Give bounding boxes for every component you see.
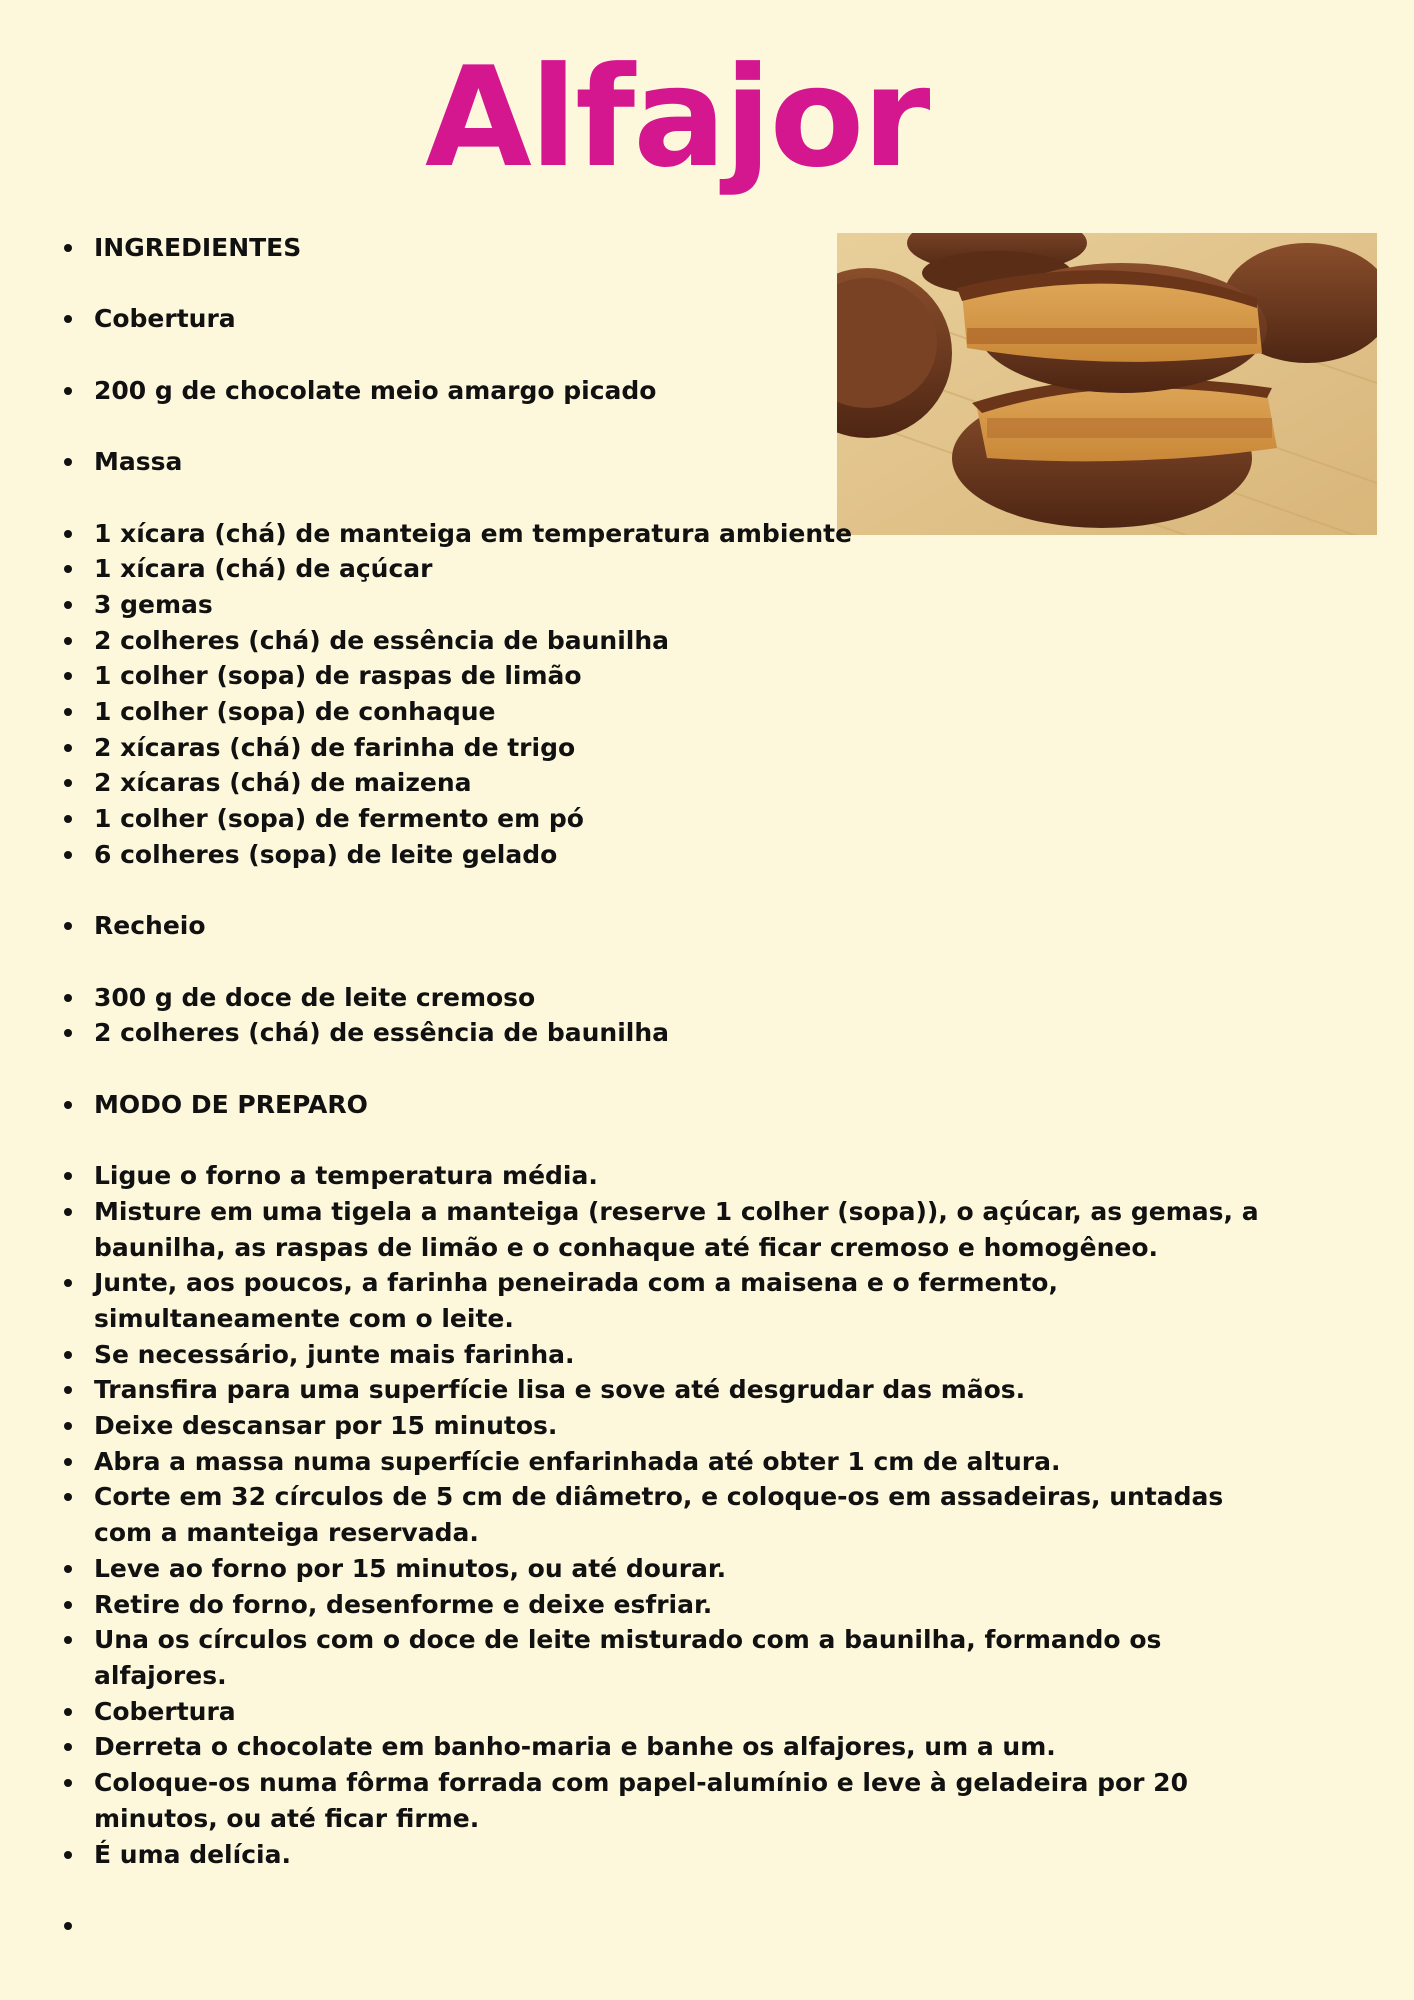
list-item: Recheio bbox=[60, 908, 1260, 944]
list-item: Cobertura bbox=[60, 301, 1260, 337]
page-title: Alfajor bbox=[425, 37, 929, 198]
list-item bbox=[60, 1908, 1260, 1944]
list-item: Deixe descansar por 15 minutos. bbox=[60, 1408, 1260, 1444]
list-item: 1 xícara (chá) de manteiga em temperatura ambiente bbox=[60, 516, 1260, 552]
list-item: MODO DE PREPARO bbox=[60, 1087, 1260, 1123]
list-item: Transfira para uma superfície lisa e sove até desgrudar das mãos. bbox=[60, 1372, 1260, 1408]
list-item: Abra a massa numa superfície enfarinhada até obter 1 cm de altura. bbox=[60, 1444, 1260, 1480]
list-item: Cobertura bbox=[60, 1694, 1260, 1730]
list-item: Ligue o forno a temperatura média. bbox=[60, 1158, 1260, 1194]
list-item: 1 colher (sopa) de conhaque bbox=[60, 694, 1260, 730]
list-item: Retire do forno, desenforme e deixe esfriar. bbox=[60, 1587, 1260, 1623]
list-item: INGREDIENTES bbox=[60, 230, 1260, 266]
list-item: 1 colher (sopa) de raspas de limão bbox=[60, 658, 1260, 694]
list-item: 1 colher (sopa) de fermento em pó bbox=[60, 801, 1260, 837]
list-item: É uma delícia. bbox=[60, 1837, 1260, 1873]
list-item: 6 colheres (sopa) de leite gelado bbox=[60, 837, 1260, 873]
list-item: Misture em uma tigela a manteiga (reserve 1 colher (sopa)), o açúcar, as gemas, a baunilha, as raspas de limão e o conhaque até ficar cremoso e homogêneo. bbox=[60, 1194, 1260, 1265]
list-item: Leve ao forno por 15 minutos, ou até dourar. bbox=[60, 1551, 1260, 1587]
list-item: Una os círculos com o doce de leite misturado com a baunilha, formando os alfajores. bbox=[60, 1622, 1260, 1693]
list-item: 2 colheres (chá) de essência de baunilha bbox=[60, 1015, 1260, 1051]
list-item: 200 g de chocolate meio amargo picado bbox=[60, 373, 1260, 409]
list-item: Massa bbox=[60, 444, 1260, 480]
list-item: 3 gemas bbox=[60, 587, 1260, 623]
list-item: Se necessário, junte mais farinha. bbox=[60, 1337, 1260, 1373]
list-item: Coloque-os numa fôrma forrada com papel-alumínio e leve à geladeira por 20 minutos, ou até ficar firme. bbox=[60, 1765, 1260, 1836]
list-item: 2 xícaras (chá) de maizena bbox=[60, 765, 1260, 801]
list-item: 1 xícara (chá) de açúcar bbox=[60, 551, 1260, 587]
list-item: 2 xícaras (chá) de farinha de trigo bbox=[60, 730, 1260, 766]
list-item: Junte, aos poucos, a farinha peneirada com a maisena e o fermento, simultaneamente com o leite. bbox=[60, 1265, 1260, 1336]
list-item: 300 g de doce de leite cremoso bbox=[60, 980, 1260, 1016]
list-item: Corte em 32 círculos de 5 cm de diâmetro, e coloque-os em assadeiras, untadas com a manteiga reservada. bbox=[60, 1479, 1260, 1550]
recipe-list bbox=[60, 230, 1260, 1944]
list-item: 2 colheres (chá) de essência de baunilha bbox=[60, 623, 1260, 659]
list-item: Derreta o chocolate em banho-maria e banhe os alfajores, um a um. bbox=[60, 1729, 1260, 1765]
